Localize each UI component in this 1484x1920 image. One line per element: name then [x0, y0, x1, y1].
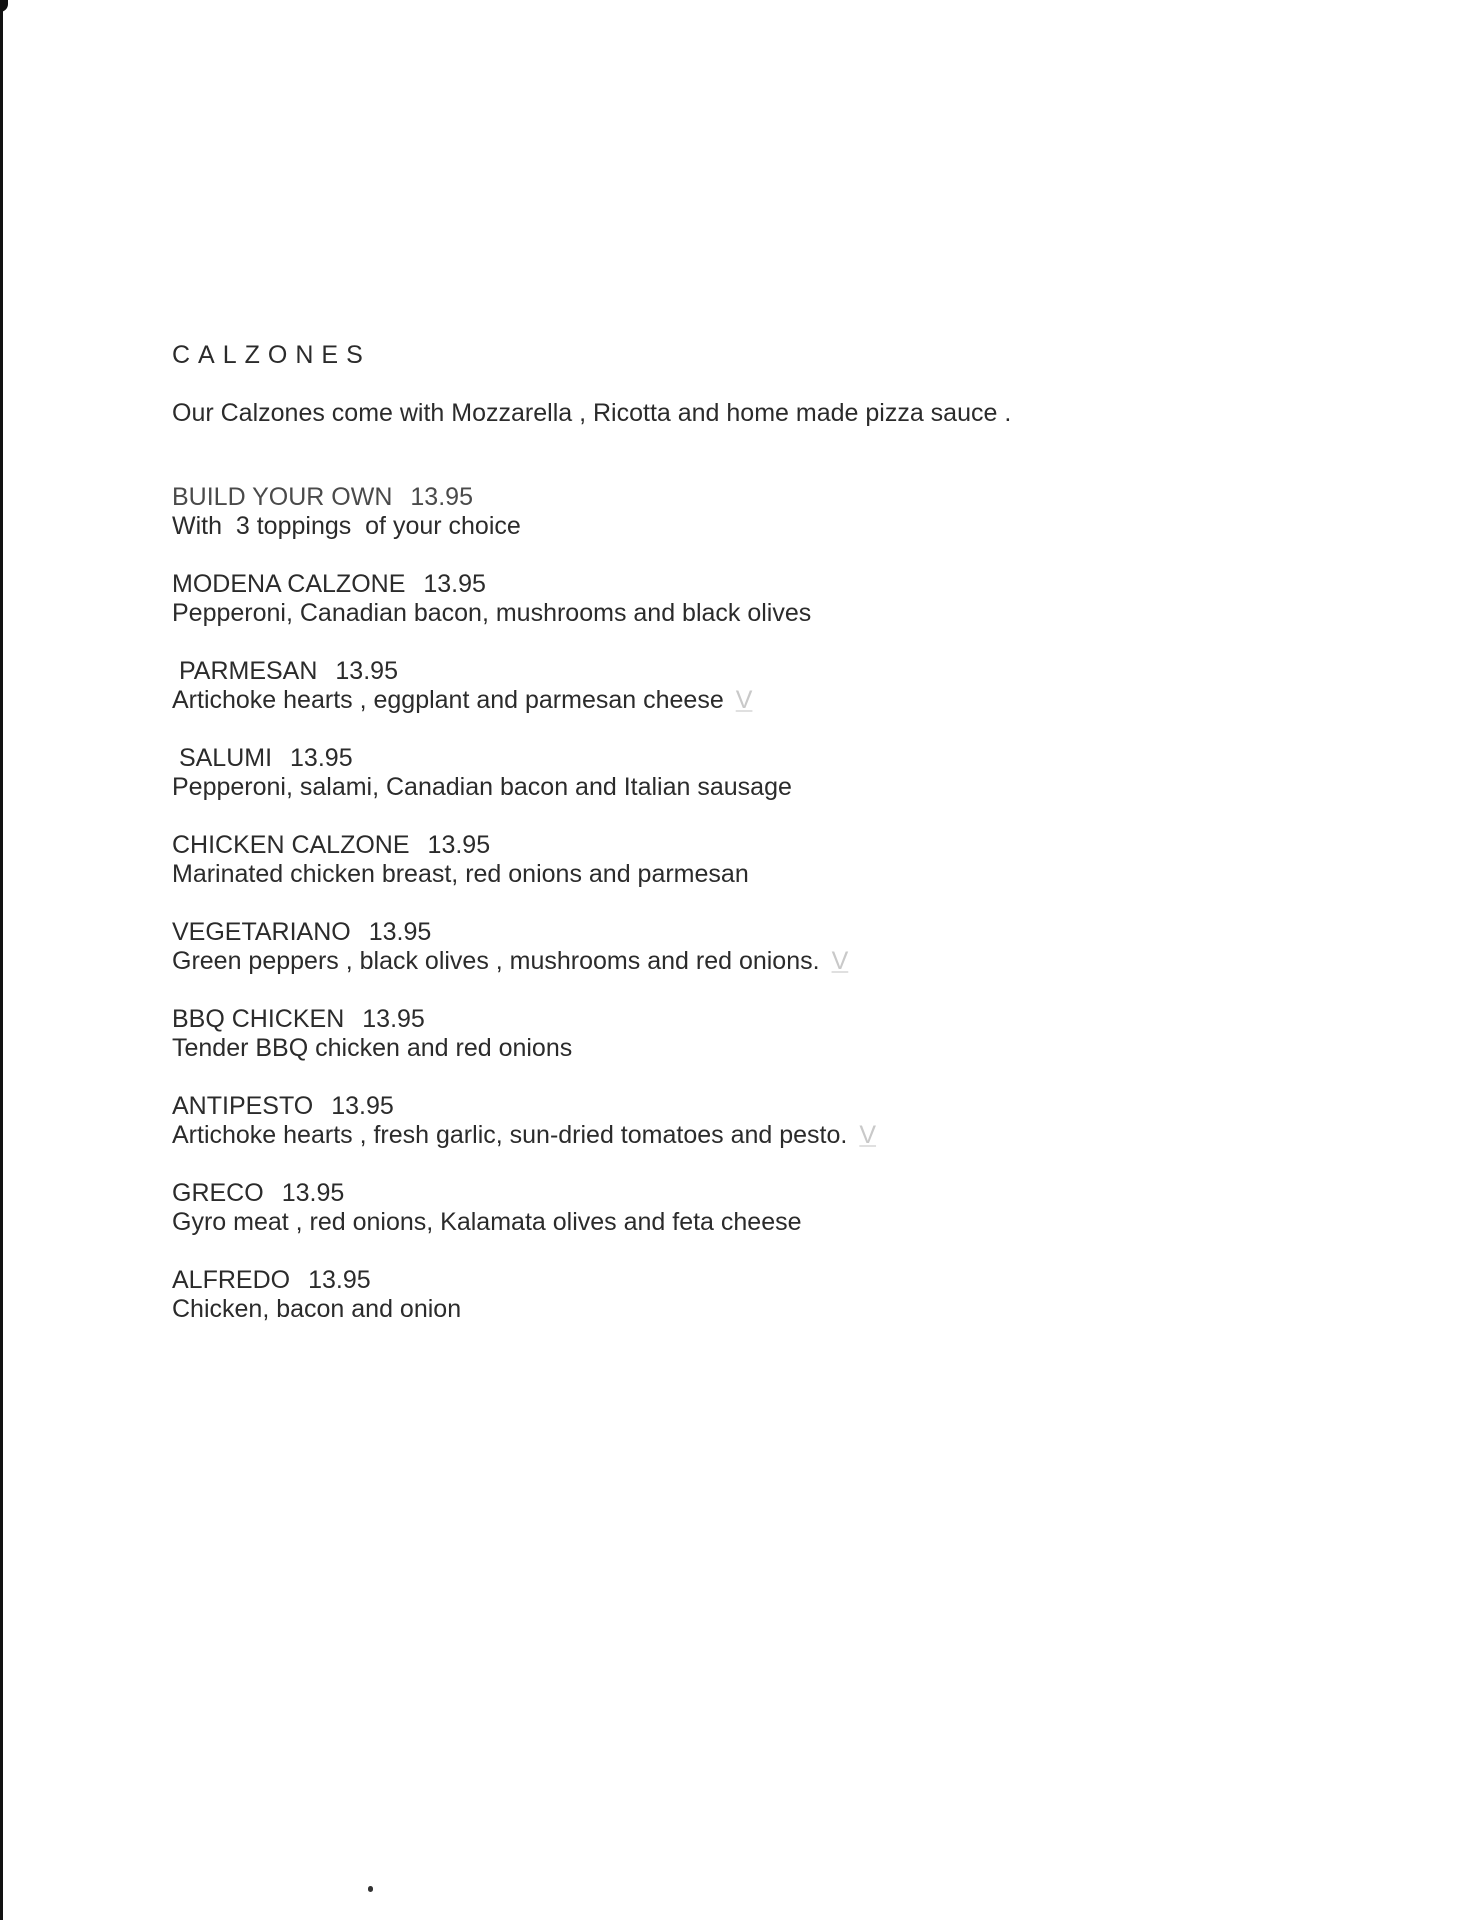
item-price: 13.95 — [410, 483, 473, 511]
item-price: 13.95 — [427, 831, 491, 859]
item-price: 13.95 — [335, 657, 398, 685]
item-head — [172, 570, 1352, 599]
item-name: BBQ CHICKEN — [172, 1005, 345, 1033]
vegetarian-mark: V — [735, 686, 753, 714]
menu-item-greco — [172, 1179, 1352, 1266]
item-head — [172, 744, 1352, 773]
item-price: 13.95 — [290, 744, 353, 772]
item-head — [172, 657, 1352, 686]
scan-speck — [368, 1886, 373, 1892]
item-price: 13.95 — [362, 1005, 425, 1033]
item-name: VEGETARIANO — [172, 918, 351, 946]
item-description-text: Artichoke hearts , fresh garlic, sun-dried tomatoes and pesto. — [172, 1121, 848, 1149]
menu-item-alfredo — [172, 1266, 1352, 1353]
menu-item-modena-calzone — [172, 570, 1352, 657]
item-head — [172, 831, 1352, 860]
item-head — [172, 1266, 1352, 1295]
item-name: MODENA CALZONE — [172, 570, 406, 598]
intro-text: Our Calzones come with Mozzarella , Ricotta and home made pizza sauce . — [172, 399, 1012, 427]
item-name: PARMESAN — [172, 657, 318, 685]
item-name: SALUMI — [172, 744, 273, 772]
item-head — [172, 918, 1352, 947]
item-name: GRECO — [172, 1179, 264, 1207]
item-description: Pepperoni, salami, Canadian bacon and Italian sausage — [172, 773, 792, 801]
item-description: Marinated chicken breast, red onions and parmesan — [172, 860, 749, 888]
item-name: CHICKEN CALZONE — [172, 831, 410, 859]
item-head — [172, 1179, 1352, 1208]
scan-edge — [0, 0, 3, 1920]
menu-page — [172, 338, 1352, 1353]
item-price: 13.95 — [308, 1266, 371, 1294]
item-price: 13.95 — [331, 1092, 394, 1120]
item-name: BUILD YOUR OWN — [172, 483, 393, 511]
menu-item-chicken-calzone — [172, 831, 1352, 918]
item-description: Pepperoni, Canadian bacon, mushrooms and black olives — [172, 599, 812, 627]
menu-item-antipesto — [172, 1092, 1352, 1179]
item-description: Tender BBQ chicken and red onions — [172, 1034, 573, 1062]
item-description — [172, 947, 1352, 976]
section-title: CALZONES — [172, 341, 371, 369]
menu-item-salumi — [172, 744, 1352, 831]
menu-list — [172, 483, 1352, 1353]
item-name: ANTIPESTO — [172, 1092, 314, 1120]
item-description — [172, 1121, 1352, 1150]
item-description — [172, 686, 1352, 715]
menu-item-build-your-own — [172, 483, 1352, 570]
item-description: Gyro meat , red onions, Kalamata olives and feta cheese — [172, 1208, 802, 1236]
item-description-text: Green peppers , black olives , mushrooms and red onions. — [172, 947, 820, 975]
item-head — [172, 1005, 1352, 1034]
vegetarian-mark: V — [831, 947, 849, 975]
menu-item-bbq-chicken — [172, 1005, 1352, 1092]
item-name: ALFREDO — [172, 1266, 291, 1294]
item-description: Chicken, bacon and onion — [172, 1295, 462, 1323]
item-price: 13.95 — [368, 918, 432, 946]
menu-item-vegetariano — [172, 918, 1352, 1005]
item-description: With 3 toppings of your choice — [172, 512, 521, 540]
item-price: 13.95 — [281, 1179, 345, 1207]
item-description-text: Artichoke hearts , eggplant and parmesan cheese — [172, 686, 724, 714]
vegetarian-mark: V — [859, 1121, 877, 1149]
scan-corner — [0, 0, 8, 12]
menu-item-parmesan — [172, 657, 1352, 744]
item-head — [172, 1092, 1352, 1121]
item-head — [172, 483, 1352, 512]
item-price: 13.95 — [423, 570, 486, 598]
